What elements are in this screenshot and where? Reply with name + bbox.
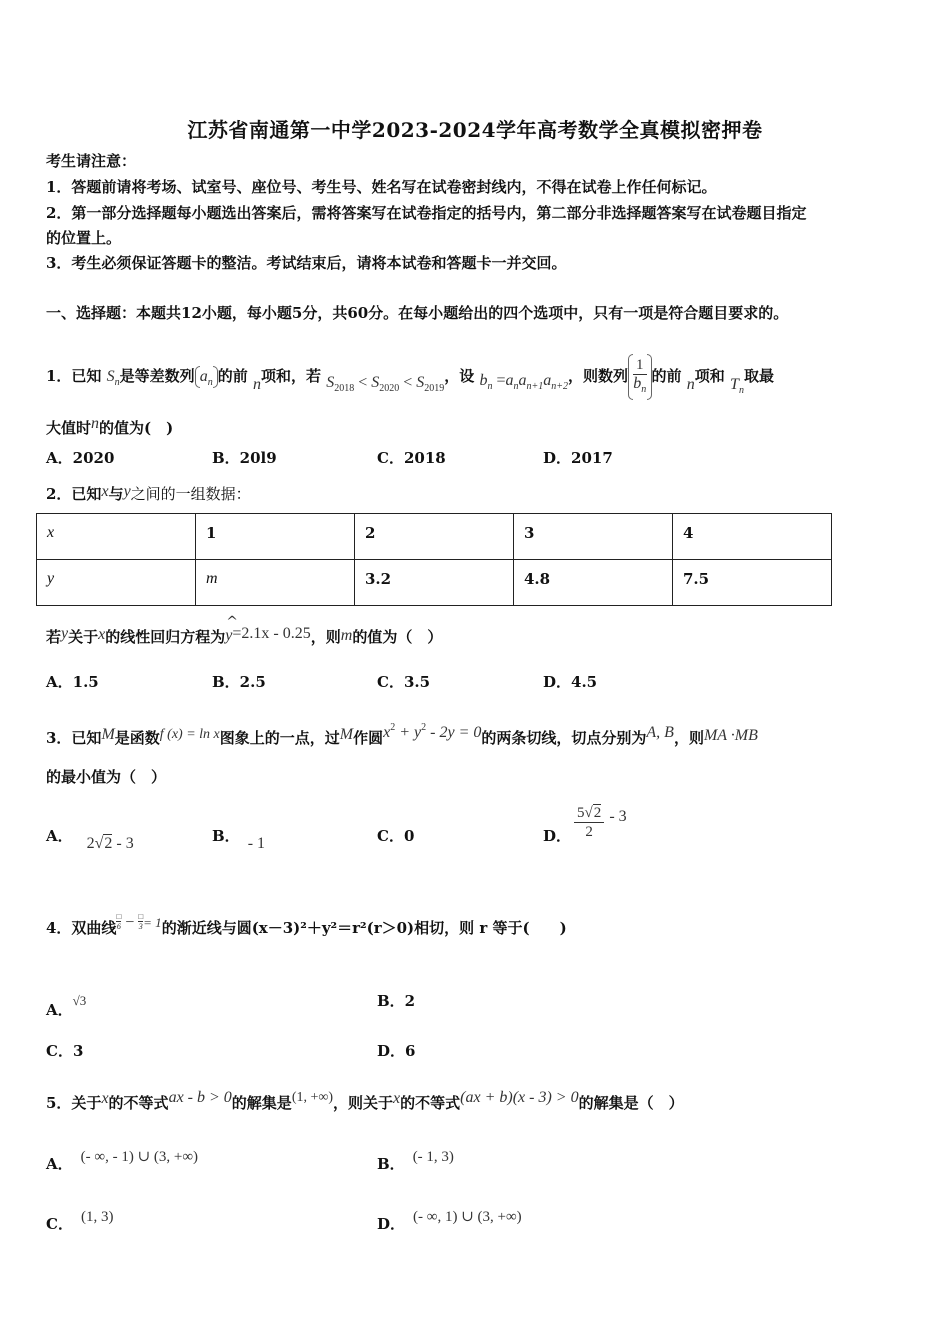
q1-S: $S_n$ [106, 368, 120, 388]
table-row [37, 514, 832, 560]
question-2-stem: 2．已知x与y之间的一组数据： [46, 483, 251, 503]
table-row [37, 560, 832, 606]
question-4-stem: 4．双曲线 □ 6 − □ 3 = 1的渐近线与圆(x－3)²＋y²＝r²(r＞0)相切，则 r 等于( ) [46, 912, 567, 937]
table-cell: 4.8 [514, 560, 673, 606]
data-table [36, 513, 832, 606]
q1-text-4: ，设 [444, 367, 475, 385]
q1-fraction: $\frac{1}{b_n}$ [633, 356, 647, 395]
q4-fraction-1: □ 6 [116, 912, 122, 931]
q1-num: 1．已知 [46, 367, 102, 385]
q1-text-7: 项和 [694, 367, 725, 385]
notice-item-3: 3．考生必须保证答题卡的整洁。考试结束后，请将本试卷和答题卡一并交回。 [46, 254, 567, 272]
table-cell: 1 [196, 514, 355, 560]
q1-inequality: $S_{2018} < S_{2020} < S_{2019}$ [326, 374, 445, 394]
table-cell: y [37, 560, 196, 606]
q3-option-a: A． 2√2 - 3 [46, 827, 134, 852]
q1-n: n [252, 376, 261, 393]
notice-item-1: 1．答题前请将考场、试室号、座位号、考生号、姓名写在试卷密封线内，不得在试卷上作任何标记。 [46, 178, 717, 196]
q1-text-5: ，则数列 [568, 367, 629, 385]
table-cell: x [37, 514, 196, 560]
q3-option-d: D． [543, 827, 572, 845]
q2-option-a: A．1.5 [46, 673, 99, 691]
q5-option-c: C． (1, 3) [46, 1209, 114, 1233]
q3-option-c: C．0 [377, 827, 415, 845]
table-cell: 4 [673, 514, 832, 560]
page-title: 江苏省南通第一中学2023-2024学年高考数学全真模拟密押卷 [187, 118, 763, 142]
q1-text-8: 取最 [743, 367, 774, 385]
question-3-stem: 3．已知M是函数f (x) = ln x图象上的一点，过M作圆$x^2 + y^2 - 2y = 0$的两条切线，切点分别为A, B，则MA ·MB [46, 722, 758, 747]
q1-text-6: 的前 [651, 367, 682, 385]
q1-bn-definition: $b_n =a_na_{n+1}a_{n+2}$ [479, 372, 569, 392]
table-cell: 3.2 [355, 560, 514, 606]
table-cell: 3 [514, 514, 673, 560]
q2-option-d: D．4.5 [543, 673, 598, 691]
question-2-regression: 若y关于x的线性回归方程为 ^ y=2.1x - 0.25，则m的值为（ ） [46, 614, 443, 646]
question-1-stem-cont: 大值时n的值为( ) [46, 415, 174, 437]
q1-option-b: B．20l9 [212, 449, 277, 467]
q3-option-d-value: $\frac{5√2}{2}$ - 3 [574, 804, 627, 841]
q1-T: $T_n$ [730, 376, 744, 396]
q4-fraction-2: □ 3 [138, 912, 144, 931]
q1-n-2: n [686, 376, 695, 393]
table-cell: 7.5 [673, 560, 832, 606]
table-cell: 2 [355, 514, 514, 560]
q1-option-c: C．2018 [377, 449, 446, 467]
q5-option-b: B． (- 1, 3) [377, 1149, 454, 1173]
q1-a: $a_n$ [199, 368, 213, 388]
section-heading: 一、选择题：本题共12小题，每小题5分，共60分。在每小题给出的四个选项中，只有一项是符合题目要求的。 [46, 304, 789, 322]
q1-text-2: 的前 [217, 367, 248, 385]
notice-item-2-cont: 的位置上。 [46, 229, 122, 247]
question-1-stem [46, 354, 774, 400]
hat-symbol: ^ [226, 614, 238, 630]
question-5-stem: 5．关于x的不等式ax - b > 0的解集是(1, +∞)，则关于x的不等式(ax + b)(x - 3) > 0的解集是（ ） [46, 1089, 684, 1112]
q4-option-c: C．3 [46, 1042, 84, 1060]
q1-option-a: A．2020 [46, 449, 115, 467]
q2-option-c: C．3.5 [377, 673, 431, 691]
q5-option-d: D． (- ∞, 1) ∪ (3, +∞) [377, 1209, 522, 1233]
q5-option-a: A． (- ∞, - 1) ∪ (3, +∞) [46, 1149, 199, 1173]
q2-option-b: B．2.5 [212, 673, 266, 691]
table-cell: m [196, 560, 355, 606]
notice-item-2: 2．第一部分选择题每小题选出答案后，需将答案写在试卷指定的括号内，第二部分非选择题答案写在试卷题目指定 [46, 204, 807, 222]
q1-option-d: D．2017 [543, 449, 613, 467]
q4-option-a: A．√3 [46, 993, 87, 1019]
q1-text-3: 项和，若 [260, 367, 321, 385]
q4-option-d: D．6 [377, 1042, 416, 1060]
question-3-stem-cont: 的最小值为（ ） [46, 768, 167, 786]
q3-option-b: B． - 1 [212, 827, 266, 852]
notice-heading: 考生请注意： [46, 152, 137, 170]
q1-text-1: 是等差数列 [119, 367, 195, 385]
q4-option-b: B．2 [377, 992, 416, 1010]
